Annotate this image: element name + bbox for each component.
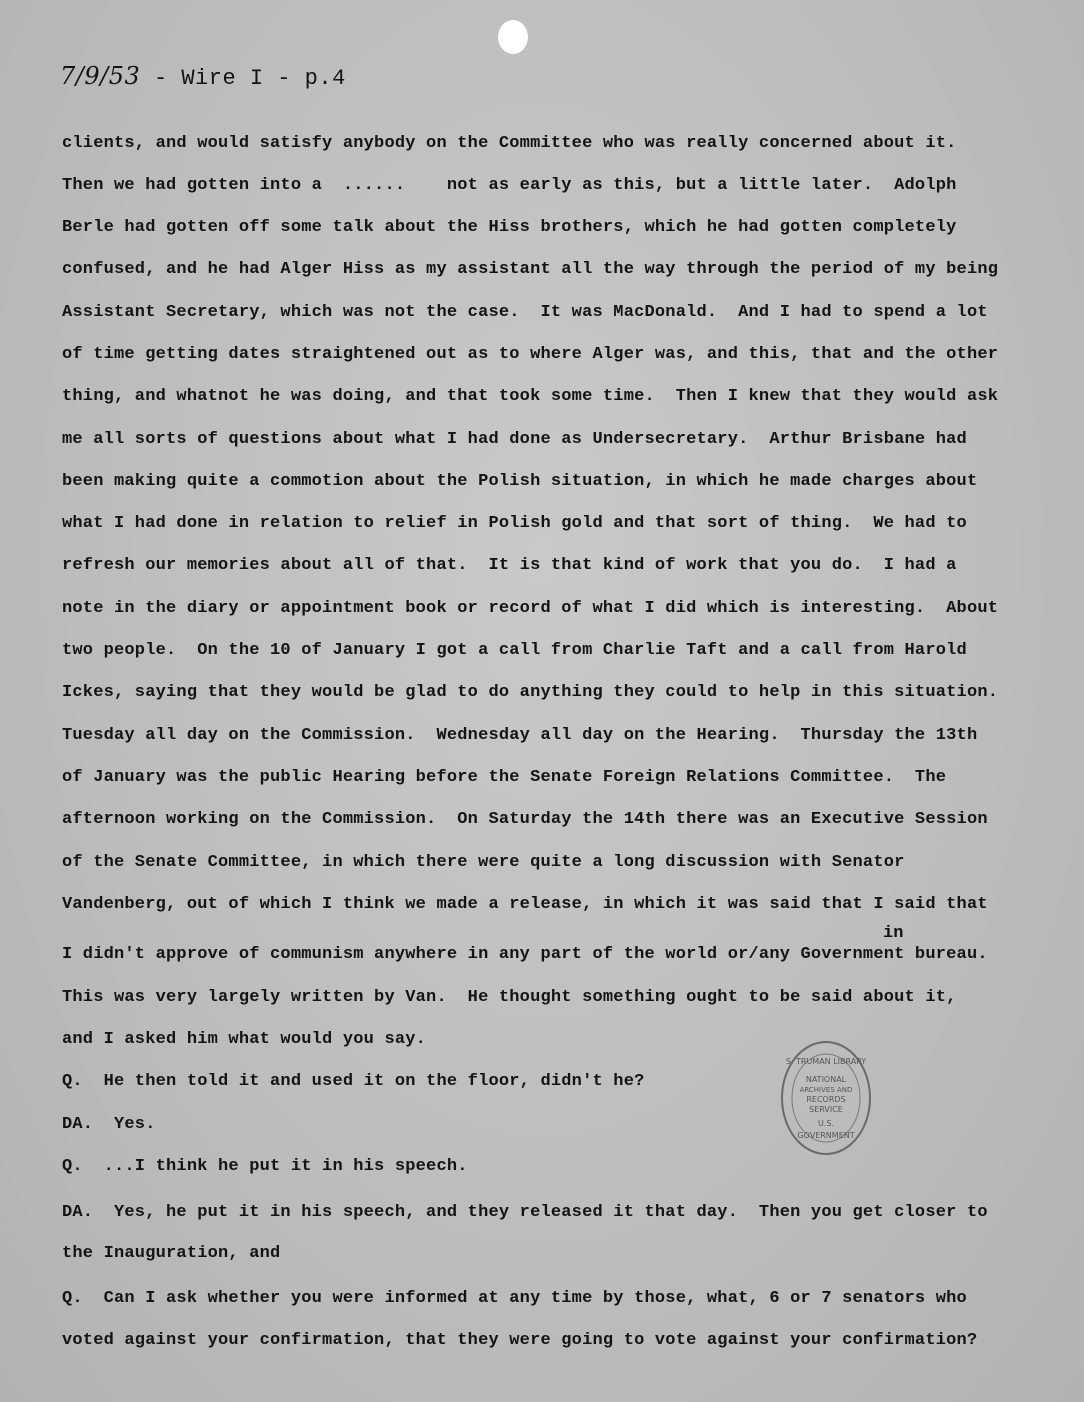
text-line: Q. He then told it and used it on the floor, didn't he? bbox=[62, 1072, 645, 1091]
text-line: Q. ...I think he put it in his speech. bbox=[62, 1157, 468, 1176]
text-line: and I asked him what would you say. bbox=[62, 1030, 427, 1049]
header-label: - Wire I - p.4 bbox=[140, 66, 346, 91]
text-line: voted against your confirmation, that they were going to vote against your confirmation? bbox=[62, 1331, 978, 1350]
svg-text:RECORDS: RECORDS bbox=[806, 1095, 846, 1104]
text-line: DA. Yes, he put it in his speech, and they released it that day. Then you get closer to bbox=[62, 1203, 988, 1222]
text-line: Tuesday all day on the Commission. Wednesday all day on the Hearing. Thursday the 13th bbox=[62, 726, 978, 745]
svg-text:GOVERNMENT: GOVERNMENT bbox=[797, 1131, 855, 1140]
punch-hole bbox=[498, 20, 528, 54]
svg-text:SERVICE: SERVICE bbox=[809, 1105, 843, 1114]
page-header bbox=[60, 62, 346, 91]
text-line: Vandenberg, out of which I think we made a release, in which it was said that I said that bbox=[62, 895, 988, 914]
text-line: two people. On the 10 of January I got a call from Charlie Taft and a call from Harold bbox=[62, 641, 967, 660]
text-line: thing, and whatnot he was doing, and that took some time. Then I knew that they would ask bbox=[62, 387, 999, 406]
text-line: been making quite a commotion about the Polish situation, in which he made charges about bbox=[62, 472, 978, 491]
text-line: the Inauguration, and bbox=[62, 1244, 281, 1263]
text-line: This was very largely written by Van. He thought something ought to be said about it, bbox=[62, 988, 957, 1007]
text-line: Q. Can I ask whether you were informed at any time by those, what, 6 or 7 senators who bbox=[62, 1289, 967, 1308]
archive-stamp-seal bbox=[778, 1038, 874, 1158]
text-line: Ickes, saying that they would be glad to do anything they could to help in this situation. bbox=[62, 683, 999, 702]
text-line: what I had done in relation to relief in Polish gold and that sort of thing. We had to bbox=[62, 514, 967, 533]
text-line: refresh our memories about all of that. It is that kind of work that you do. I had a bbox=[62, 556, 957, 575]
svg-text:NATIONAL: NATIONAL bbox=[805, 1075, 847, 1084]
text-line: of the Senate Committee, in which there were quite a long discussion with Senator bbox=[62, 853, 905, 872]
text-line: Then we had gotten into a ...... not as early as this, but a little later. Adolph bbox=[62, 176, 957, 195]
svg-text:U.S.: U.S. bbox=[817, 1119, 835, 1128]
text-line: note in the diary or appointment book or record of what I did which is interesting. About bbox=[62, 599, 999, 618]
text-line: clients, and would satisfy anybody on the Committee who was really concerned about it. bbox=[62, 134, 957, 153]
text-line: me all sorts of questions about what I had done as Undersecretary. Arthur Brisbane had bbox=[62, 430, 967, 449]
text-line: I didn't approve of communism anywhere in any part of the world or/any Government bureau. bbox=[62, 945, 988, 964]
text-line: confused, and he had Alger Hiss as my assistant all the way through the period of my being bbox=[62, 260, 999, 279]
text-line: Assistant Secretary, which was not the case. It was MacDonald. And I had to spend a lot bbox=[62, 303, 988, 322]
text-line: DA. Yes. bbox=[62, 1115, 156, 1134]
text-line: of January was the public Hearing before the Senate Foreign Relations Committee. The bbox=[62, 768, 947, 787]
interlinear-insert: in bbox=[883, 924, 904, 943]
header-date: 7/9/53 bbox=[60, 62, 141, 90]
text-line: of time getting dates straightened out as to where Alger was, and this, that and the other bbox=[62, 345, 999, 364]
svg-text:ARCHIVES AND: ARCHIVES AND bbox=[799, 1086, 853, 1094]
text-line: Berle had gotten off some talk about the Hiss brothers, which he had gotten completely bbox=[62, 218, 957, 237]
svg-text:S. TRUMAN LIBRARY: S. TRUMAN LIBRARY bbox=[785, 1057, 867, 1066]
text-line: afternoon working on the Commission. On Saturday the 14th there was an Executive Session bbox=[62, 810, 988, 829]
